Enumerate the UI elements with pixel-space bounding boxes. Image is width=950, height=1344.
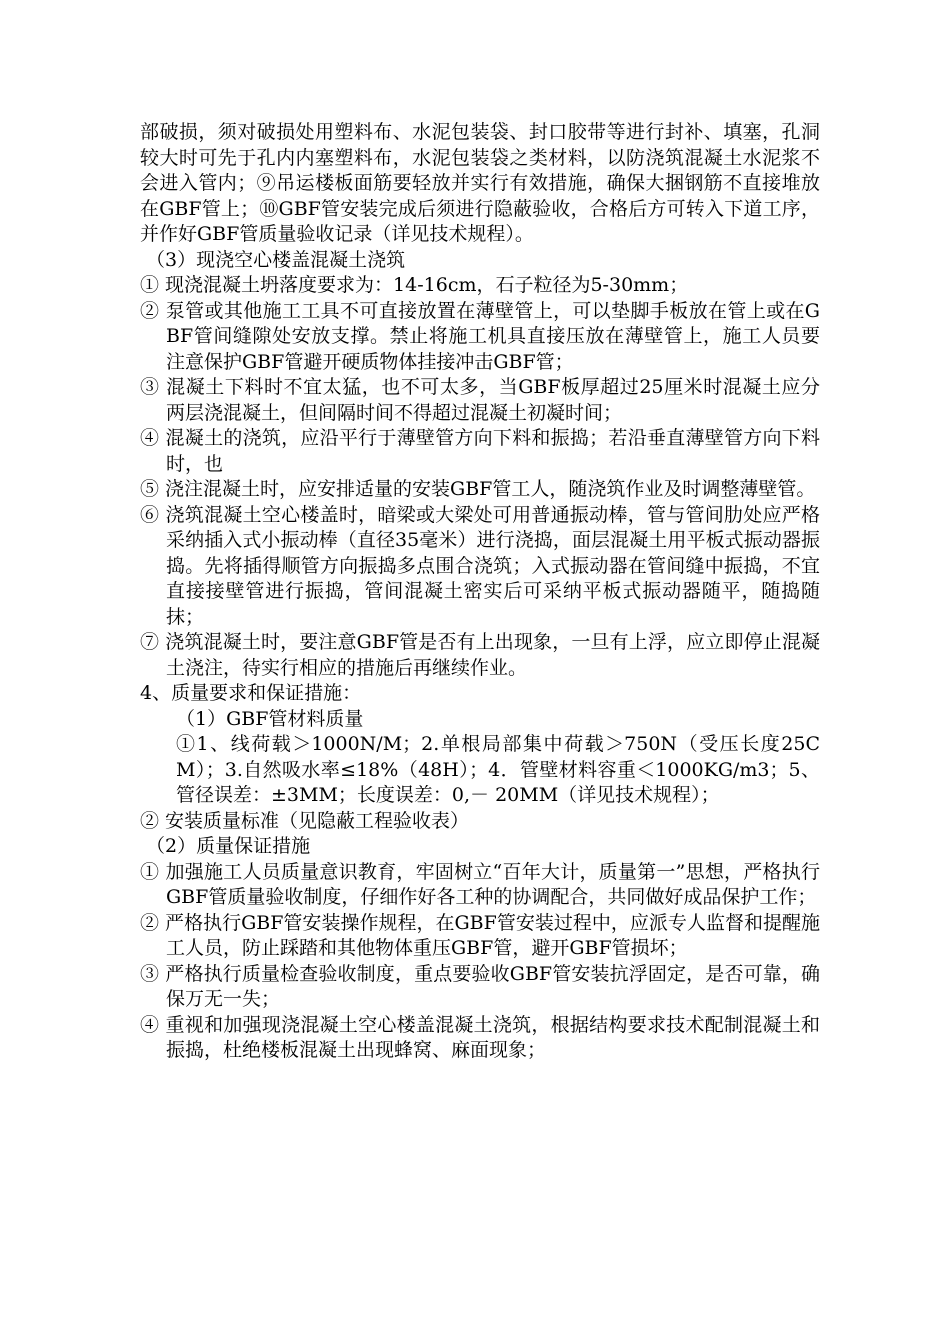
list-item: ① 加强施工人员质量意识教育，牢固树立“百年大计，质量第一”思想，严格执行GBF管质量验收制度，仔细作好各工种的协调配合，共同做好成品保护工作； — [140, 860, 820, 908]
list-item: ① 现浇混凝土坍落度要求为：14-16cm，石子粒径为5-30mm； — [140, 274, 689, 296]
document-body — [140, 120, 820, 1064]
list-item: ⑦ 浇筑混凝土时，要注意GBF管是否有上出现象，一旦有上浮，应立即停止混凝土浇注，待实行相应的措施后再继续作业。 — [140, 631, 820, 679]
subsection-2-heading: （2）质量保证措施 — [146, 835, 311, 857]
list-item: ④ 混凝土的浇筑，应沿平行于薄壁管方向下料和振捣；若沿垂直薄壁管方向下料时，也 — [140, 427, 820, 475]
list-item: ③ 严格执行质量检查验收制度，重点要验收GBF管安装抗浮固定，是否可靠，确保万无一失； — [140, 962, 820, 1010]
list-item: ③ 混凝土下料时不宜太猛，也不可太多，当GBF板厚超过25厘米时混凝土应分两层浇混凝土，但间隔时间不得超过混凝土初凝时间； — [140, 376, 820, 424]
section-3-heading: （3）现浇空心楼盖混凝土浇筑 — [146, 248, 406, 271]
list-item: ② 泵管或其他施工工具不可直接放置在薄壁管上，可以垫脚手板放在管上或在GBF管间缝隙处安放支撑。禁止将施工机具直接压放在薄壁管上，施工人员要注意保护GBF管避开硬质物体挂接冲击GBF管； — [140, 299, 820, 373]
subsection-1-heading: （1）GBF管材料质量 — [176, 707, 364, 730]
list-item: ⑤ 浇注混凝土时，应安排适量的安装GBF管工人，随浇筑作业及时调整薄壁管。 — [140, 478, 816, 500]
list-item: ④ 重视和加强现浇混凝土空心楼盖混凝土浇筑，根据结构要求技术配制混凝土和振捣，杜绝楼板混凝土出现蜂窝、麻面现象； — [140, 1013, 820, 1061]
list-item: ② 严格执行GBF管安装操作规程，在GBF管安装过程中，应派专人监督和提醒施工人员，防止踩踏和其他物体重压GBF管，避开GBF管损坏； — [140, 911, 820, 959]
list-item: ② 安装质量标准（见隐蔽工程验收表） — [140, 809, 470, 832]
section-4-heading: 4、质量要求和保证措施： — [140, 682, 362, 704]
list-item: ⑥ 浇筑混凝土空心楼盖时，暗梁或大梁处可用普通振动棒，管与管间肋处应严格采纳插入式小振动棒（直径35毫米）进行浇捣，面层混凝土用平板式振动器振捣。先将插得顺管方向振捣多点围合浇筑；入式振动器在管间缝中振捣，不宜直接接壁管进行振捣，管间混凝土密实后可采纳平板式振动器随平，随捣随抹； — [140, 503, 820, 628]
material-quality-text: ①1、线荷载＞1000N/M；2.单根局部集中荷载＞750N（受压长度25CM）；3.自然吸水率≤18%（48H）；4．管壁材料容重＜1000KG/m3；5、管径误差：±3MM；长度误差：0,－ 20MM（详见技术规程）； — [176, 733, 820, 806]
paragraph-continued: 部破损，须对破损处用塑料布、水泥包装袋、封口胶带等进行封补、填塞，孔洞较大时可先于孔内内塞塑料布，水泥包装袋之类材料，以防浇筑混凝土水泥浆不会进入管内；⑨吊运楼板面筋要轻放并实行有效措施，确保大捆钢筋不直接堆放在GBF管上；⑩GBF管安装完成后须进行隐蔽验收，合格后方可转入下道工序，并作好GBF管质量验收记录（详见技术规程）。 — [140, 121, 820, 245]
